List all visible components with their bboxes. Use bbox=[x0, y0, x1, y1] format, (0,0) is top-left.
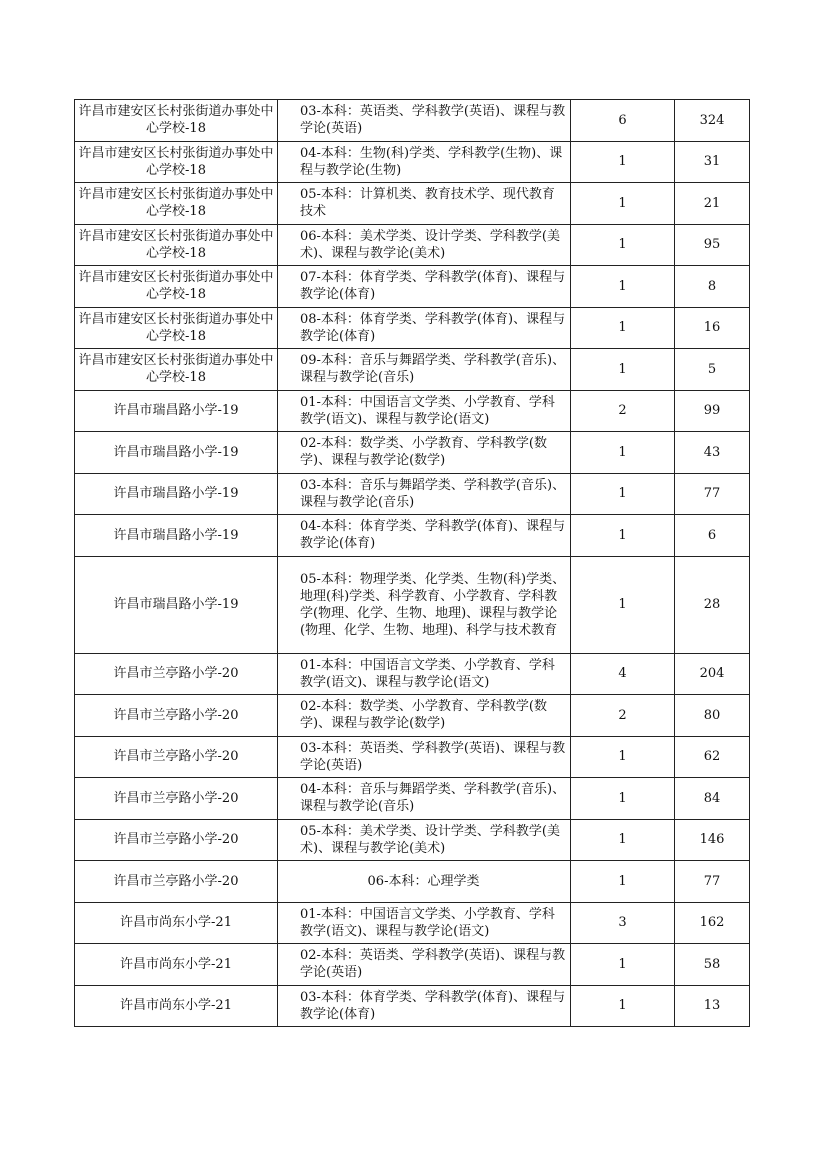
count-cell: 1 bbox=[571, 224, 675, 266]
major-cell: 07-本科：体育学类、学科教学(体育)、课程与教学论(体育) bbox=[278, 266, 571, 308]
unit-cell: 许昌市建安区长村张街道办事处中心学校-18 bbox=[75, 100, 278, 142]
count-cell: 4 bbox=[571, 653, 675, 695]
unit-cell: 许昌市尚东小学-21 bbox=[75, 985, 278, 1027]
table-row bbox=[75, 307, 750, 349]
applicants-cell: 324 bbox=[675, 100, 750, 142]
applicants-cell: 77 bbox=[675, 473, 750, 515]
unit-cell: 许昌市瑞昌路小学-19 bbox=[75, 432, 278, 474]
major-cell: 02-本科：英语类、学科教学(英语)、课程与教学论(英语) bbox=[278, 944, 571, 986]
table-row bbox=[75, 141, 750, 183]
applicants-cell: 31 bbox=[675, 141, 750, 183]
count-cell: 2 bbox=[571, 390, 675, 432]
major-cell: 04-本科：音乐与舞蹈学类、学科教学(音乐)、课程与教学论(音乐) bbox=[278, 778, 571, 820]
count-cell: 1 bbox=[571, 556, 675, 653]
unit-cell: 许昌市兰亭路小学-20 bbox=[75, 778, 278, 820]
table-row bbox=[75, 944, 750, 986]
table-row bbox=[75, 778, 750, 820]
applicants-cell: 6 bbox=[675, 515, 750, 557]
applicants-cell: 80 bbox=[675, 695, 750, 737]
applicants-cell: 13 bbox=[675, 985, 750, 1027]
count-cell: 1 bbox=[571, 473, 675, 515]
applicants-cell: 16 bbox=[675, 307, 750, 349]
unit-cell: 许昌市尚东小学-21 bbox=[75, 944, 278, 986]
count-cell: 2 bbox=[571, 695, 675, 737]
applicants-cell: 5 bbox=[675, 349, 750, 391]
applicants-cell: 58 bbox=[675, 944, 750, 986]
major-cell: 02-本科：数学类、小学教育、学科教学(数学)、课程与教学论(数学) bbox=[278, 432, 571, 474]
applicants-cell: 204 bbox=[675, 653, 750, 695]
applicants-cell: 99 bbox=[675, 390, 750, 432]
major-cell: 08-本科：体育学类、学科教学(体育)、课程与教学论(体育) bbox=[278, 307, 571, 349]
applicants-cell: 8 bbox=[675, 266, 750, 308]
applicants-cell: 21 bbox=[675, 183, 750, 225]
applicants-cell: 28 bbox=[675, 556, 750, 653]
table-row bbox=[75, 902, 750, 944]
unit-cell: 许昌市建安区长村张街道办事处中心学校-18 bbox=[75, 224, 278, 266]
table-row bbox=[75, 985, 750, 1027]
major-cell: 04-本科：体育学类、学科教学(体育)、课程与教学论(体育) bbox=[278, 515, 571, 557]
unit-cell: 许昌市兰亭路小学-20 bbox=[75, 653, 278, 695]
unit-cell: 许昌市建安区长村张街道办事处中心学校-18 bbox=[75, 307, 278, 349]
unit-cell: 许昌市兰亭路小学-20 bbox=[75, 736, 278, 778]
unit-cell: 许昌市建安区长村张街道办事处中心学校-18 bbox=[75, 266, 278, 308]
count-cell: 1 bbox=[571, 432, 675, 474]
table-row bbox=[75, 266, 750, 308]
recruitment-table bbox=[74, 99, 750, 1027]
major-cell: 02-本科：数学类、小学教育、学科教学(数学)、课程与教学论(数学) bbox=[278, 695, 571, 737]
unit-cell: 许昌市瑞昌路小学-19 bbox=[75, 515, 278, 557]
count-cell: 1 bbox=[571, 307, 675, 349]
major-cell: 06-本科：心理学类 bbox=[278, 861, 571, 903]
table-row bbox=[75, 390, 750, 432]
applicants-cell: 146 bbox=[675, 819, 750, 861]
count-cell: 1 bbox=[571, 515, 675, 557]
table-row bbox=[75, 515, 750, 557]
count-cell: 1 bbox=[571, 778, 675, 820]
table-row bbox=[75, 556, 750, 653]
major-cell: 03-本科：音乐与舞蹈学类、学科教学(音乐)、课程与教学论(音乐) bbox=[278, 473, 571, 515]
count-cell: 1 bbox=[571, 183, 675, 225]
count-cell: 6 bbox=[571, 100, 675, 142]
unit-cell: 许昌市尚东小学-21 bbox=[75, 902, 278, 944]
count-cell: 1 bbox=[571, 141, 675, 183]
table-row bbox=[75, 100, 750, 142]
major-cell: 01-本科：中国语言文学类、小学教育、学科教学(语文)、课程与教学论(语文) bbox=[278, 390, 571, 432]
major-cell: 03-本科：英语类、学科教学(英语)、课程与教学论(英语) bbox=[278, 100, 571, 142]
unit-cell: 许昌市兰亭路小学-20 bbox=[75, 695, 278, 737]
count-cell: 1 bbox=[571, 985, 675, 1027]
major-cell: 03-本科：体育学类、学科教学(体育)、课程与教学论(体育) bbox=[278, 985, 571, 1027]
applicants-cell: 77 bbox=[675, 861, 750, 903]
major-cell: 05-本科：美术学类、设计学类、学科教学(美术)、课程与教学论(美术) bbox=[278, 819, 571, 861]
count-cell: 1 bbox=[571, 736, 675, 778]
major-cell: 05-本科：计算机类、教育技术学、现代教育技术 bbox=[278, 183, 571, 225]
major-cell: 01-本科：中国语言文学类、小学教育、学科教学(语文)、课程与教学论(语文) bbox=[278, 653, 571, 695]
unit-cell: 许昌市建安区长村张街道办事处中心学校-18 bbox=[75, 183, 278, 225]
table-row bbox=[75, 349, 750, 391]
applicants-cell: 43 bbox=[675, 432, 750, 474]
unit-cell: 许昌市瑞昌路小学-19 bbox=[75, 473, 278, 515]
count-cell: 1 bbox=[571, 944, 675, 986]
unit-cell: 许昌市建安区长村张街道办事处中心学校-18 bbox=[75, 349, 278, 391]
table-row bbox=[75, 736, 750, 778]
count-cell: 1 bbox=[571, 861, 675, 903]
table-row bbox=[75, 224, 750, 266]
table-row bbox=[75, 861, 750, 903]
major-cell: 03-本科：英语类、学科教学(英语)、课程与教学论(英语) bbox=[278, 736, 571, 778]
unit-cell: 许昌市兰亭路小学-20 bbox=[75, 819, 278, 861]
applicants-cell: 84 bbox=[675, 778, 750, 820]
applicants-cell: 62 bbox=[675, 736, 750, 778]
count-cell: 1 bbox=[571, 819, 675, 861]
major-cell: 06-本科：美术学类、设计学类、学科教学(美术)、课程与教学论(美术) bbox=[278, 224, 571, 266]
unit-cell: 许昌市兰亭路小学-20 bbox=[75, 861, 278, 903]
table-row bbox=[75, 432, 750, 474]
table-row bbox=[75, 653, 750, 695]
count-cell: 3 bbox=[571, 902, 675, 944]
major-cell: 09-本科：音乐与舞蹈学类、学科教学(音乐)、课程与教学论(音乐) bbox=[278, 349, 571, 391]
table-row bbox=[75, 819, 750, 861]
unit-cell: 许昌市瑞昌路小学-19 bbox=[75, 390, 278, 432]
unit-cell: 许昌市瑞昌路小学-19 bbox=[75, 556, 278, 653]
table-row bbox=[75, 183, 750, 225]
applicants-cell: 162 bbox=[675, 902, 750, 944]
table-row bbox=[75, 695, 750, 737]
major-cell: 04-本科：生物(科)学类、学科教学(生物)、课程与教学论(生物) bbox=[278, 141, 571, 183]
table-row bbox=[75, 473, 750, 515]
table-body bbox=[75, 100, 750, 1027]
applicants-cell: 95 bbox=[675, 224, 750, 266]
unit-cell: 许昌市建安区长村张街道办事处中心学校-18 bbox=[75, 141, 278, 183]
count-cell: 1 bbox=[571, 349, 675, 391]
major-cell: 01-本科：中国语言文学类、小学教育、学科教学(语文)、课程与教学论(语文) bbox=[278, 902, 571, 944]
count-cell: 1 bbox=[571, 266, 675, 308]
major-cell: 05-本科：物理学类、化学类、生物(科)学类、地理(科)学类、科学教育、小学教育、学科教学(物理、化学、生物、地理)、课程与教学论(物理、化学、生物、地理)、科学与技术教育 bbox=[278, 556, 571, 653]
